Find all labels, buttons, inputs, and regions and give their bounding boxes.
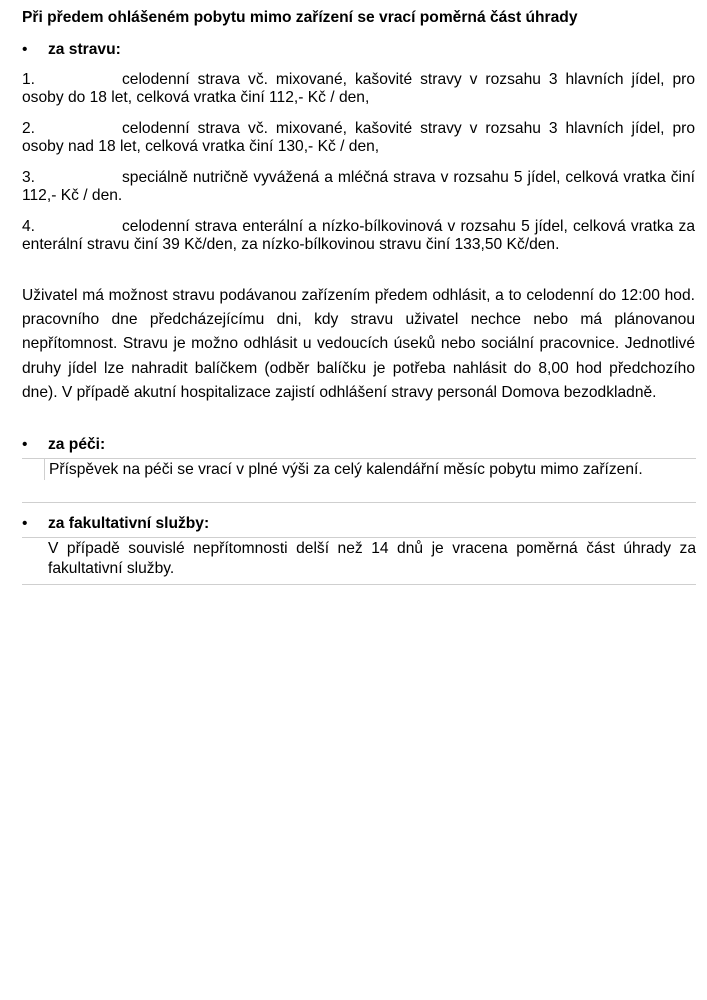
divider [22,502,696,503]
item-text: celodenní strava vč. mixované, kašovité stravy v rozsahu 3 hlavních jídel, pro osoby do 18 let, celková vratka činí 112,- Kč / den, [22,71,695,106]
care-box [22,458,696,480]
page-title: Při předem ohlášeném pobytu mimo zařízení se vrací poměrná část úhrady [22,9,578,26]
optional-services-text: V případě souvislé nepřítomnosti delší než 14 dnů je vracena poměrná část úhrady za fakultativní služby. [48,540,696,577]
bullet-dot-icon: • [22,515,28,532]
item-text: celodenní strava enterální a nízko-bílkovinová v rozsahu 5 jídel, celková vratka za enterální stravu činí 39 Kč/den, za nízko-bílkovinou stravu činí 133,50 Kč/den. [22,218,695,253]
bullet-dot-icon: • [22,436,28,453]
bullet-dot-icon: • [22,41,28,58]
list-item [22,71,695,107]
section-heading-care: za péči: [48,436,106,453]
item-number: 2. [22,120,36,137]
section-heading-optional-services: za fakultativní služby: [48,515,210,532]
list-item [22,169,695,205]
divider [22,584,696,585]
care-text: Příspěvek na péči se vrací v plné výši za celý kalendářní měsíc pobytu mimo zařízení. [44,459,696,480]
item-number: 1. [22,71,36,88]
section-heading-food: za stravu: [48,41,121,58]
item-text: speciálně nutričně vyvážená a mléčná strava v rozsahu 5 jídel, celková vratka činí 112,- Kč / den. [22,169,695,204]
item-text: celodenní strava vč. mixované, kašovité stravy v rozsahu 3 hlavních jídel, pro osoby nad 18 let, celková vratka činí 130,- Kč / den, [22,120,695,155]
item-number: 3. [22,169,36,186]
optional-services-box [22,537,696,579]
list-item [22,120,695,156]
item-number: 4. [22,218,36,235]
food-cancellation-note: Uživatel má možnost stravu podávanou zařízením předem odhlásit, a to celodenní do 12:00 hod. pracovního dne předcházejícímu dni, kdy stravu uživatel nechce nebo má plánovanou nepřítomnost. Stravu je možno odhlásit u vedoucích úseků nebo sociální pracovnice. Jednotlivé druhy jídel lze nahradit balíčkem (odběr balíčku je potřeba nahlásit do 8,00 hod předchozího dne). V případě akutní hospitalizace zajistí odhlášení stravy personál Domova bezodkladně. [22,287,695,401]
list-item [22,218,695,254]
